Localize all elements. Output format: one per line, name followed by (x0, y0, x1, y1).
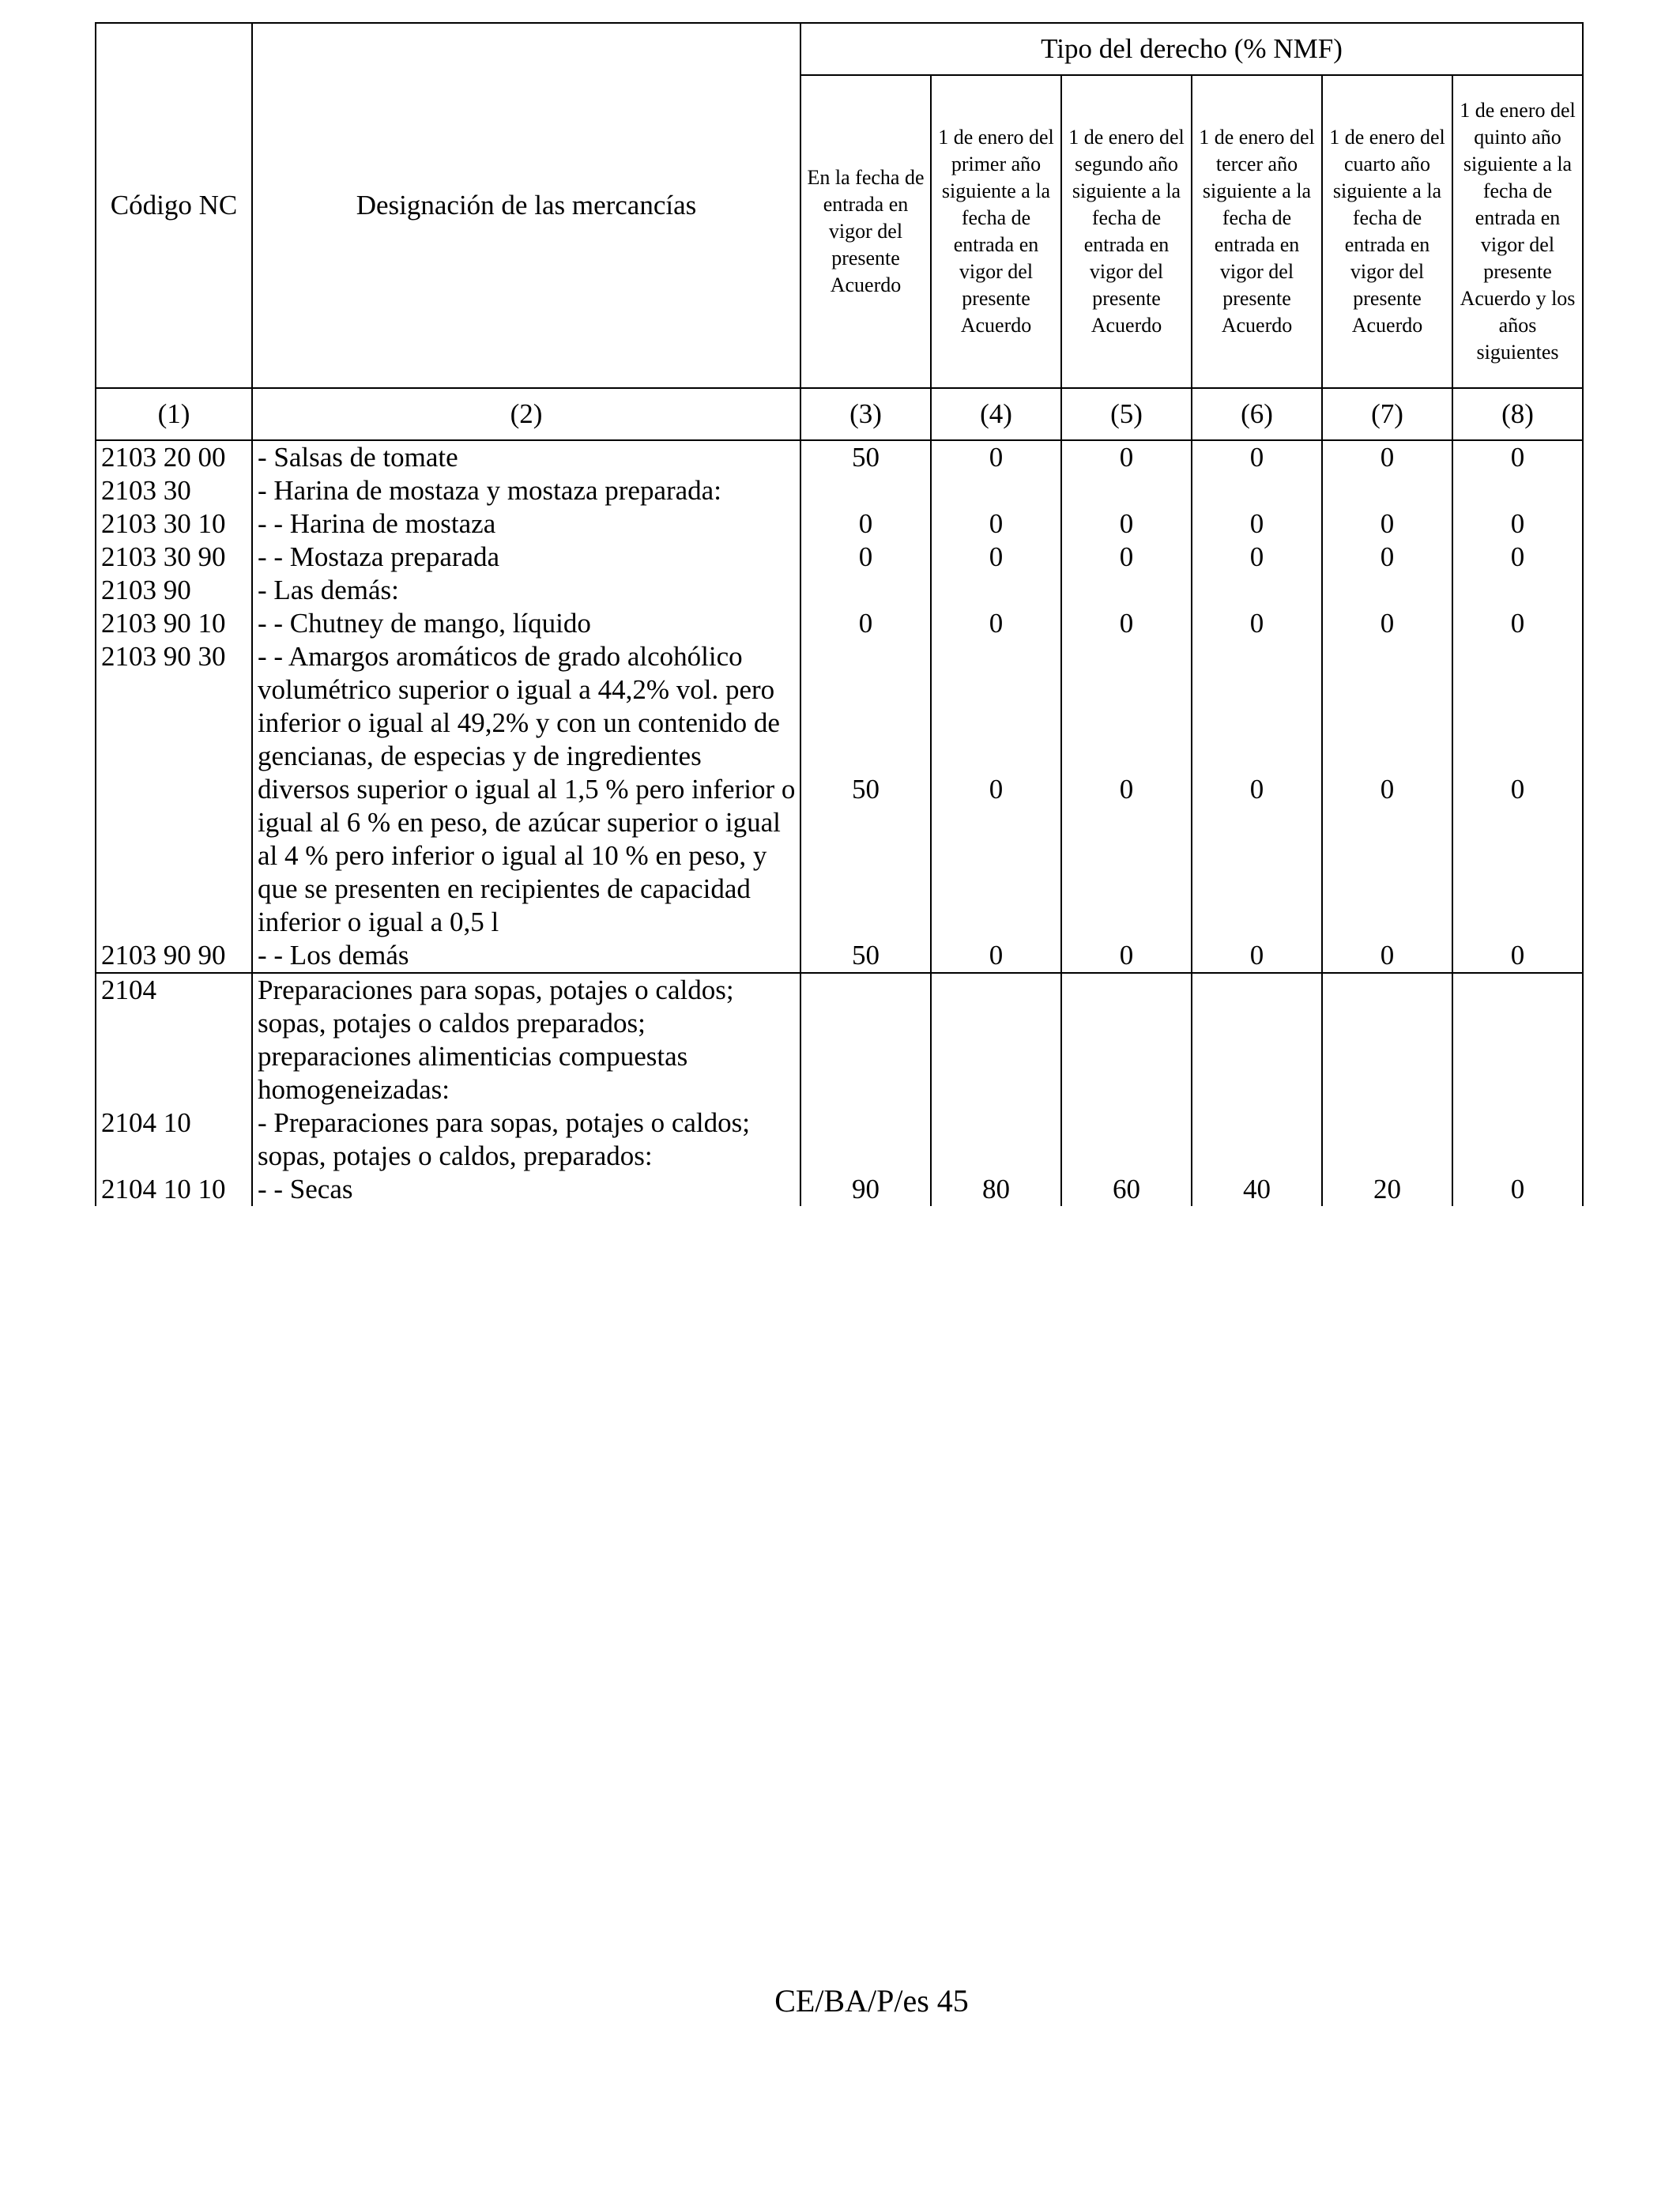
cn-code: 2103 20 00 (96, 440, 252, 474)
rate-value (1322, 1106, 1452, 1173)
rate-value: 0 (1452, 541, 1583, 574)
rate-value (1452, 1106, 1583, 1173)
rate-value: 0 (1452, 640, 1583, 939)
rate-value: 0 (800, 507, 931, 541)
rate-value: 50 (800, 440, 931, 474)
rate-value (1061, 973, 1192, 1106)
header-rate-col-4: 1 de enero del primer año siguiente a la fecha de entrada en vigor del presente Acuerdo (931, 75, 1061, 388)
rate-value: 0 (1061, 939, 1192, 973)
cn-code: 2103 30 90 (96, 541, 252, 574)
rate-value: 0 (1322, 541, 1452, 574)
goods-description: - - Los demás (252, 939, 800, 973)
table-row (96, 541, 1583, 574)
header-cn-code: Código NC (96, 23, 252, 388)
rate-value: 0 (931, 640, 1061, 939)
goods-description: - Preparaciones para sopas, potajes o caldos; sopas, potajes o caldos, preparados: (252, 1106, 800, 1173)
rate-value: 0 (800, 607, 931, 640)
rate-value (931, 574, 1061, 607)
goods-description: - - Harina de mostaza (252, 507, 800, 541)
rate-value: 0 (1192, 507, 1322, 541)
rate-value (1192, 1106, 1322, 1173)
rate-value (1192, 973, 1322, 1106)
cn-code: 2103 30 (96, 474, 252, 507)
rate-value (1061, 1106, 1192, 1173)
rate-value (1192, 574, 1322, 607)
header-rate-col-5: 1 de enero del segundo año siguiente a la fecha de entrada en vigor del presente Acuerdo (1061, 75, 1192, 388)
table-row (96, 574, 1583, 607)
rate-value (800, 973, 931, 1106)
cn-code: 2104 10 (96, 1106, 252, 1173)
rate-value: 40 (1192, 1173, 1322, 1206)
rate-value: 0 (1192, 607, 1322, 640)
rate-value: 0 (1452, 507, 1583, 541)
rate-value (931, 973, 1061, 1106)
header-rate-col-3: En la fecha de entrada en vigor del presente Acuerdo (800, 75, 931, 388)
column-number: (3) (800, 388, 931, 440)
table-row (96, 640, 1583, 939)
rate-value: 20 (1322, 1173, 1452, 1206)
table-row (96, 1106, 1583, 1173)
column-number: (6) (1192, 388, 1322, 440)
rate-value: 0 (931, 939, 1061, 973)
rate-value: 0 (931, 440, 1061, 474)
rate-value: 0 (800, 541, 931, 574)
rate-value: 0 (1061, 640, 1192, 939)
rate-value: 0 (931, 541, 1061, 574)
rate-value: 0 (1061, 507, 1192, 541)
cn-code: 2104 10 10 (96, 1173, 252, 1206)
column-number: (7) (1322, 388, 1452, 440)
page-footer-reference: CE/BA/P/es 45 (774, 1983, 969, 2019)
rate-value: 0 (1192, 541, 1322, 574)
rate-value: 0 (1322, 440, 1452, 474)
column-number: (4) (931, 388, 1061, 440)
column-number: (8) (1452, 388, 1583, 440)
rate-value: 50 (800, 939, 931, 973)
rate-value (800, 1106, 931, 1173)
goods-description: - - Mostaza preparada (252, 541, 800, 574)
rate-value: 0 (1322, 939, 1452, 973)
table-row (96, 607, 1583, 640)
tariff-table (95, 22, 1584, 1206)
header-duty-rate-group: Tipo del derecho (% NMF) (800, 23, 1583, 75)
table-row (96, 939, 1583, 973)
rate-value (1452, 474, 1583, 507)
rate-value: 0 (1192, 440, 1322, 474)
cn-code: 2103 30 10 (96, 507, 252, 541)
column-number: (1) (96, 388, 252, 440)
rate-value: 50 (800, 640, 931, 939)
cn-code: 2103 90 30 (96, 640, 252, 939)
column-number: (2) (252, 388, 800, 440)
rate-value: 0 (1192, 640, 1322, 939)
rate-value (800, 574, 931, 607)
header-rate-col-8: 1 de enero del quinto año siguiente a la fecha de entrada en vigor del presente Acuerdo y los años siguientes (1452, 75, 1583, 388)
header-rate-col-6: 1 de enero del tercer año siguiente a la fecha de entrada en vigor del presente Acuerdo (1192, 75, 1322, 388)
table-row (96, 973, 1583, 1106)
cn-code: 2103 90 10 (96, 607, 252, 640)
rate-value (1192, 474, 1322, 507)
rate-value: 0 (1061, 607, 1192, 640)
column-number: (5) (1061, 388, 1192, 440)
rate-value (800, 474, 931, 507)
rate-value: 80 (931, 1173, 1061, 1206)
rate-value: 0 (931, 607, 1061, 640)
rate-value (1322, 574, 1452, 607)
rate-value: 0 (1452, 1173, 1583, 1206)
goods-description: - - Chutney de mango, líquido (252, 607, 800, 640)
rate-value: 0 (1322, 640, 1452, 939)
cn-code: 2103 90 90 (96, 939, 252, 973)
rate-value: 0 (1061, 440, 1192, 474)
table-row (96, 474, 1583, 507)
rate-value: 0 (1452, 607, 1583, 640)
rate-value (1452, 574, 1583, 607)
table-row (96, 440, 1583, 474)
column-number-row (96, 388, 1583, 440)
table-row (96, 1173, 1583, 1206)
rate-value: 90 (800, 1173, 931, 1206)
cn-code: 2103 90 (96, 574, 252, 607)
rate-value (1061, 574, 1192, 607)
goods-description: - Las demás: (252, 574, 800, 607)
rate-value: 0 (1452, 440, 1583, 474)
rate-value (1061, 474, 1192, 507)
goods-description: - Harina de mostaza y mostaza preparada: (252, 474, 800, 507)
rate-value: 60 (1061, 1173, 1192, 1206)
rate-value (931, 474, 1061, 507)
goods-description: Preparaciones para sopas, potajes o caldos; sopas, potajes o caldos preparados; preparaciones alimenticias compuestas homogeneizadas: (252, 973, 800, 1106)
table-row (96, 507, 1583, 541)
header-rate-col-7: 1 de enero del cuarto año siguiente a la fecha de entrada en vigor del presente Acuerdo (1322, 75, 1452, 388)
rate-value: 0 (1192, 939, 1322, 973)
rate-value: 0 (1322, 607, 1452, 640)
rate-value (1322, 474, 1452, 507)
goods-description: - - Amargos aromáticos de grado alcohólico volumétrico superior o igual a 44,2% vol. pero inferior o igual al 49,2% y con un contenido de gencianas, de especias y de ingredientes diversos superior o igual al 1,5 % pero inferior o igual al 6 % en peso, de azúcar superior o igual al 4 % pero inferior o igual al 10 % en peso, y que se presenten en recipientes de capacidad inferior o igual a 0,5 l (252, 640, 800, 939)
cn-code: 2104 (96, 973, 252, 1106)
rate-value (931, 1106, 1061, 1173)
rate-value: 0 (1322, 507, 1452, 541)
goods-description: - - Secas (252, 1173, 800, 1206)
goods-description: - Salsas de tomate (252, 440, 800, 474)
rate-value: 0 (1061, 541, 1192, 574)
rate-value: 0 (1452, 939, 1583, 973)
rate-value (1452, 973, 1583, 1106)
rate-value (1322, 973, 1452, 1106)
rate-value: 0 (931, 507, 1061, 541)
header-description: Designación de las mercancías (252, 23, 800, 388)
